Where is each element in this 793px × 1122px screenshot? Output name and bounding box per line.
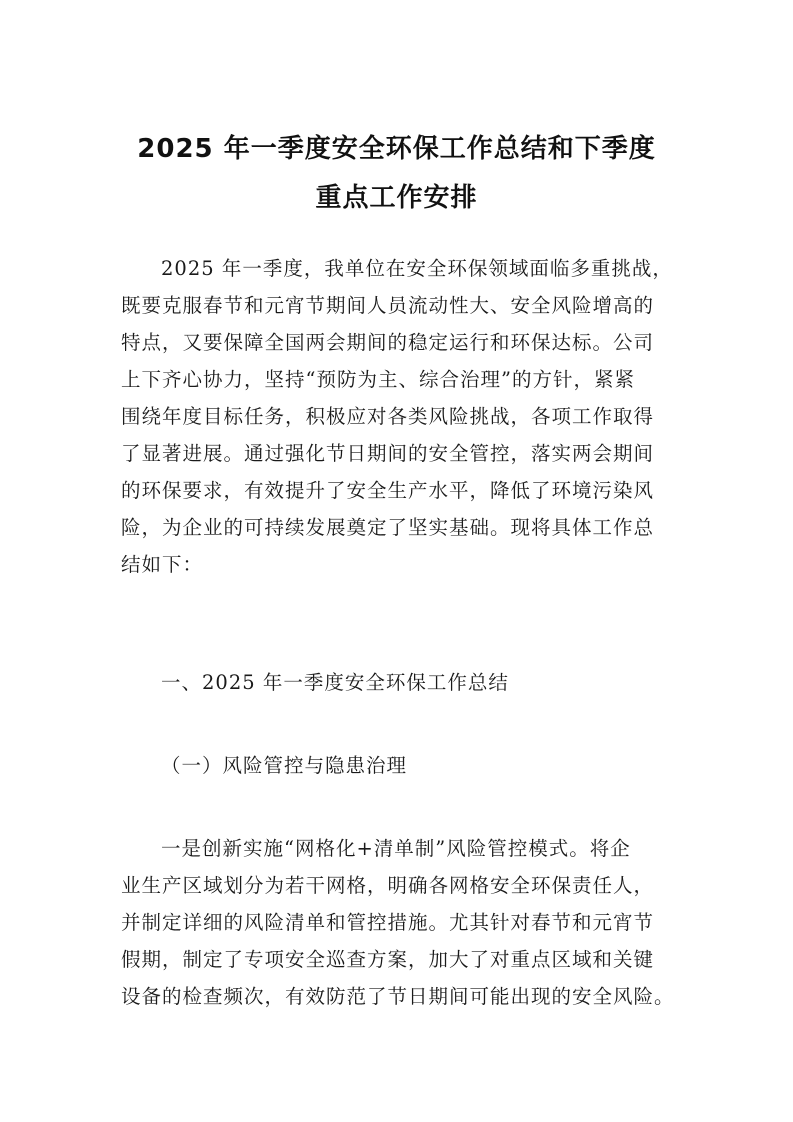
para1-line-2: 业生产区域划分为若干网格，明确各网格安全环保责任人，: [121, 874, 655, 897]
para1-line-1: 一是创新实施“网格化+清单制”风险管控模式。将企: [161, 837, 631, 860]
section-heading-2: （一）风险管控与隐患治理: [161, 754, 408, 777]
para1-line-3: 并制定详细的风险清单和管控措施。尤其针对春节和元宵节: [121, 911, 655, 934]
para1-line-4: 假期，制定了专项安全巡查方案，加大了对重点区域和关键: [121, 948, 655, 971]
para1-line-5: 设备的检查频次，有效防范了节日期间可能出现的安全风险。: [121, 985, 675, 1008]
document-title-line-1: 2025 年一季度安全环保工作总结和下季度: [137, 134, 656, 164]
intro-line-7: 的环保要求，有效提升了安全生产水平，降低了环境污染风: [121, 479, 655, 502]
intro-line-9: 结如下：: [121, 553, 204, 576]
intro-line-8: 险，为企业的可持续发展奠定了坚实基础。现将具体工作总: [121, 516, 655, 539]
intro-line-3: 特点，又要保障全国两会期间的稳定运行和环保达标。公司: [121, 331, 655, 354]
section-heading-1: 一、2025 年一季度安全环保工作总结: [161, 671, 509, 694]
intro-line-6: 了显著进展。通过强化节日期间的安全管控，落实两会期间: [121, 442, 655, 465]
intro-line-5: 围绕年度目标任务，积极应对各类风险挑战，各项工作取得: [121, 405, 655, 428]
document-title-line-2: 重点工作安排: [315, 183, 478, 213]
intro-line-2: 既要克服春节和元宵节期间人员流动性大、安全风险增高的: [121, 294, 655, 317]
intro-line-4: 上下齐心协力，坚持“预防为主、综合治理”的方针，紧紧: [121, 368, 635, 391]
intro-line-1: 2025 年一季度，我单位在安全环保领域面临多重挑战，: [161, 257, 673, 280]
